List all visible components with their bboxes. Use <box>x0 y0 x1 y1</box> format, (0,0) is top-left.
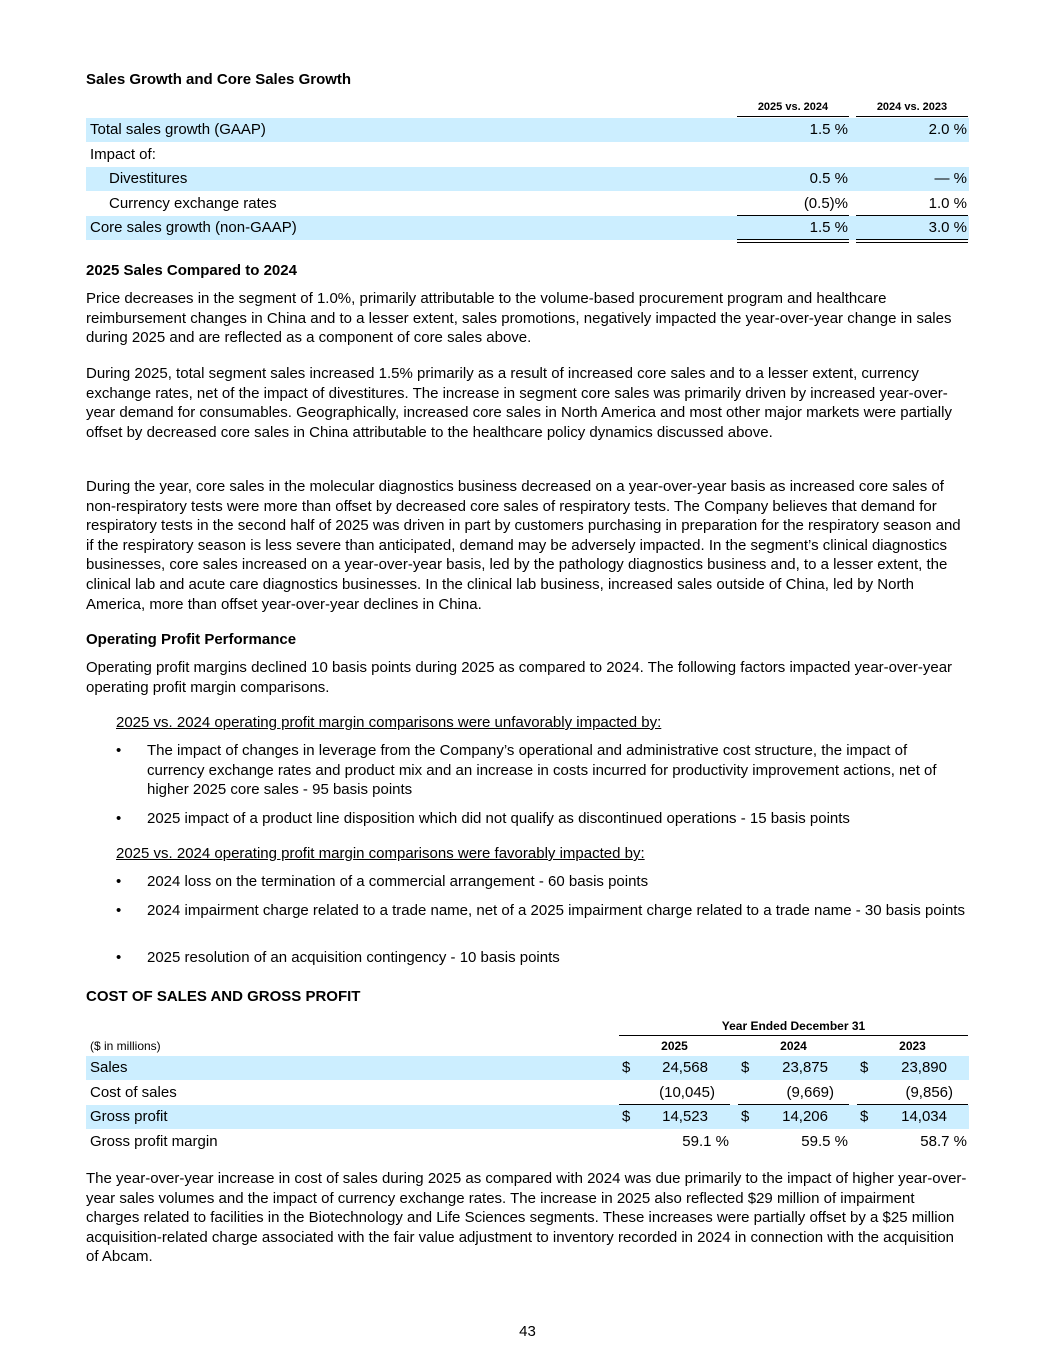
paragraph: During the year, core sales in the molecular diagnostics business decreased on a year-over-year basis as increased core sales of non-respiratory tests were more than offset by decreased core sales of respiratory tests. The Company believes that demand for respiratory tests in the second half of 2025 was driven in part by customers purchasing in preparation for the respiratory season and if the respiratory season is less severe than anticipated, demand may be adversely impacted. In the segment’s clinical diagnostics businesses, core sales increased on a year-over-year basis, led by the pathology diagnostics business and, to a lesser extent, the clinical lab and acute care diagnostics businesses. In the clinical lab business, increased sales outside of China, led by North America, more than offset year-over-year declines in China. <box>86 478 961 613</box>
table-row <box>86 1056 969 1080</box>
unfavorable-subheading: 2025 vs. 2024 operating profit margin comparisons were unfavorably impacted by: <box>116 714 662 731</box>
row-value: — % <box>934 170 967 187</box>
row-label: Divestitures <box>109 170 188 187</box>
row-value: 59.5 % <box>801 1133 848 1150</box>
row-value: 1.5 % <box>809 121 848 138</box>
list-item <box>116 872 966 892</box>
section-heading-cost-of-sales: COST OF SALES AND GROSS PROFIT <box>86 988 361 1005</box>
list-item-text: 2024 loss on the termination of a commercial arrangement - 60 basis points <box>147 873 649 890</box>
bullet-marker: • <box>116 873 122 890</box>
table-row <box>86 1081 969 1105</box>
row-value: 24,568 <box>662 1059 708 1076</box>
section-heading-2025-sales: 2025 Sales Compared to 2024 <box>86 262 297 279</box>
list-item-text: 2025 resolution of an acquisition contingency - 10 basis points <box>147 949 560 966</box>
total-double-rule <box>737 239 849 243</box>
page-number: 43 <box>519 1323 536 1340</box>
list-item <box>116 741 966 801</box>
list-item-text: 2025 impact of a product line disposition which did not qualify as discontinued operations - 15 basis points <box>147 810 850 827</box>
row-label: Gross profit margin <box>90 1133 218 1150</box>
year-header-2023: 2023 <box>857 1039 968 1057</box>
bullet-marker: • <box>116 742 122 759</box>
table-row <box>86 216 969 240</box>
row-label: Cost of sales <box>90 1084 177 1101</box>
row-value: (10,045) <box>659 1084 715 1101</box>
row-label: Impact of: <box>90 146 156 163</box>
list-item-text: 2024 impairment charge related to a trade name, net of a 2025 impairment charge related to a trade name - 30 basis points <box>147 902 965 919</box>
year-header-2025: 2025 <box>619 1039 730 1057</box>
row-value: 58.7 % <box>920 1133 967 1150</box>
list-item <box>116 809 966 829</box>
favorable-subheading: 2025 vs. 2024 operating profit margin comparisons were favorably impacted by: <box>116 845 645 862</box>
paragraph: Operating profit margins declined 10 basis points during 2025 as compared to 2024. The following factors impacted year-over-year operating profit margin comparisons. <box>86 659 953 696</box>
row-value: 1.0 % <box>928 195 967 212</box>
currency-symbol: $ <box>622 1108 631 1125</box>
row-value: 59.1 % <box>682 1133 729 1150</box>
row-value: (9,669) <box>786 1084 834 1101</box>
year-super-header: Year Ended December 31 <box>721 1019 866 1033</box>
row-value: 14,523 <box>662 1108 708 1125</box>
table-row <box>86 1130 969 1154</box>
row-label: Total sales growth (GAAP) <box>90 121 266 138</box>
row-label: Gross profit <box>90 1108 168 1125</box>
paragraph: Price decreases in the segment of 1.0%, primarily attributable to the volume-based procurement program and healthcare reimbursement changes in China and to a lesser extent, sales promotions, negatively impacted the year-over-year change in sales during 2025 and are reflected as a component of core sales above. <box>86 290 952 347</box>
list-item <box>116 901 966 941</box>
row-value: 0.5 % <box>809 170 848 187</box>
table-row <box>86 1105 969 1129</box>
row-value: (0.5)% <box>803 195 848 212</box>
section-heading-operating-profit: Operating Profit Performance <box>86 631 297 648</box>
currency-symbol: $ <box>860 1059 869 1076</box>
row-value: 23,890 <box>901 1059 947 1076</box>
row-value: 1.5 % <box>809 219 848 236</box>
paragraph: During 2025, total segment sales increased 1.5% primarily as a result of increased core sales and to a lesser extent, currency exchange rates, net of the impact of divestitures. The increase in segment core sales was primarily driven by increased year-over-year demand for consumables. Geographically, increased core sales in North America and most other major markets were partially offset by decreased core sales in China attributable to the healthcare policy dynamics discussed above. <box>86 365 952 441</box>
header-rule <box>619 1035 968 1036</box>
year-header-2024: 2024 <box>738 1039 849 1057</box>
currency-symbol: $ <box>860 1108 869 1125</box>
row-label: Sales <box>90 1059 128 1076</box>
currency-symbol: $ <box>741 1059 750 1076</box>
paragraph: The year-over-year increase in cost of sales during 2025 as compared with 2024 was due primarily to the impact of higher year-over-year sales volumes and the impact of currency exchange rates. The increase in 2025 also reflected $29 million of impairment charges related to facilities in the Biotechnology and Life Sciences segments. These increases were partially offset by a $25 million acquisition-related charge associated with the fair value adjustment to inventory recorded in 2024 in connection with the acquisition of Abcam. <box>86 1170 967 1266</box>
table-row <box>86 167 969 191</box>
units-label: ($ in millions) <box>90 1039 161 1053</box>
currency-symbol: $ <box>741 1108 750 1125</box>
row-value: 14,034 <box>901 1108 947 1125</box>
table-row <box>86 118 969 142</box>
bullet-marker: • <box>116 949 122 966</box>
row-value: 23,875 <box>782 1059 828 1076</box>
currency-symbol: $ <box>622 1059 631 1076</box>
col-header-2025-vs-2024: 2025 vs. 2024 <box>737 101 849 117</box>
table-row <box>86 143 969 167</box>
table-row <box>86 192 969 216</box>
list-item <box>116 948 966 968</box>
row-value: 14,206 <box>782 1108 828 1125</box>
section-heading-sales-growth: Sales Growth and Core Sales Growth <box>86 71 352 88</box>
bullet-marker: • <box>116 810 122 827</box>
col-header-2024-vs-2023: 2024 vs. 2023 <box>856 101 968 117</box>
row-value: 2.0 % <box>928 121 967 138</box>
total-double-rule <box>856 239 968 243</box>
bullet-marker: • <box>116 902 122 919</box>
row-value: 3.0 % <box>928 219 967 236</box>
row-label: Core sales growth (non-GAAP) <box>90 219 297 236</box>
row-value: (9,856) <box>905 1084 953 1101</box>
row-label: Currency exchange rates <box>109 195 277 212</box>
list-item-text: The impact of changes in leverage from the Company’s operational and administrative cost structure, the impact of currency exchange rates and product mix and an increase in costs incurred for productivity improvement actions, net of higher 2025 core sales - 95 basis points <box>147 742 937 799</box>
